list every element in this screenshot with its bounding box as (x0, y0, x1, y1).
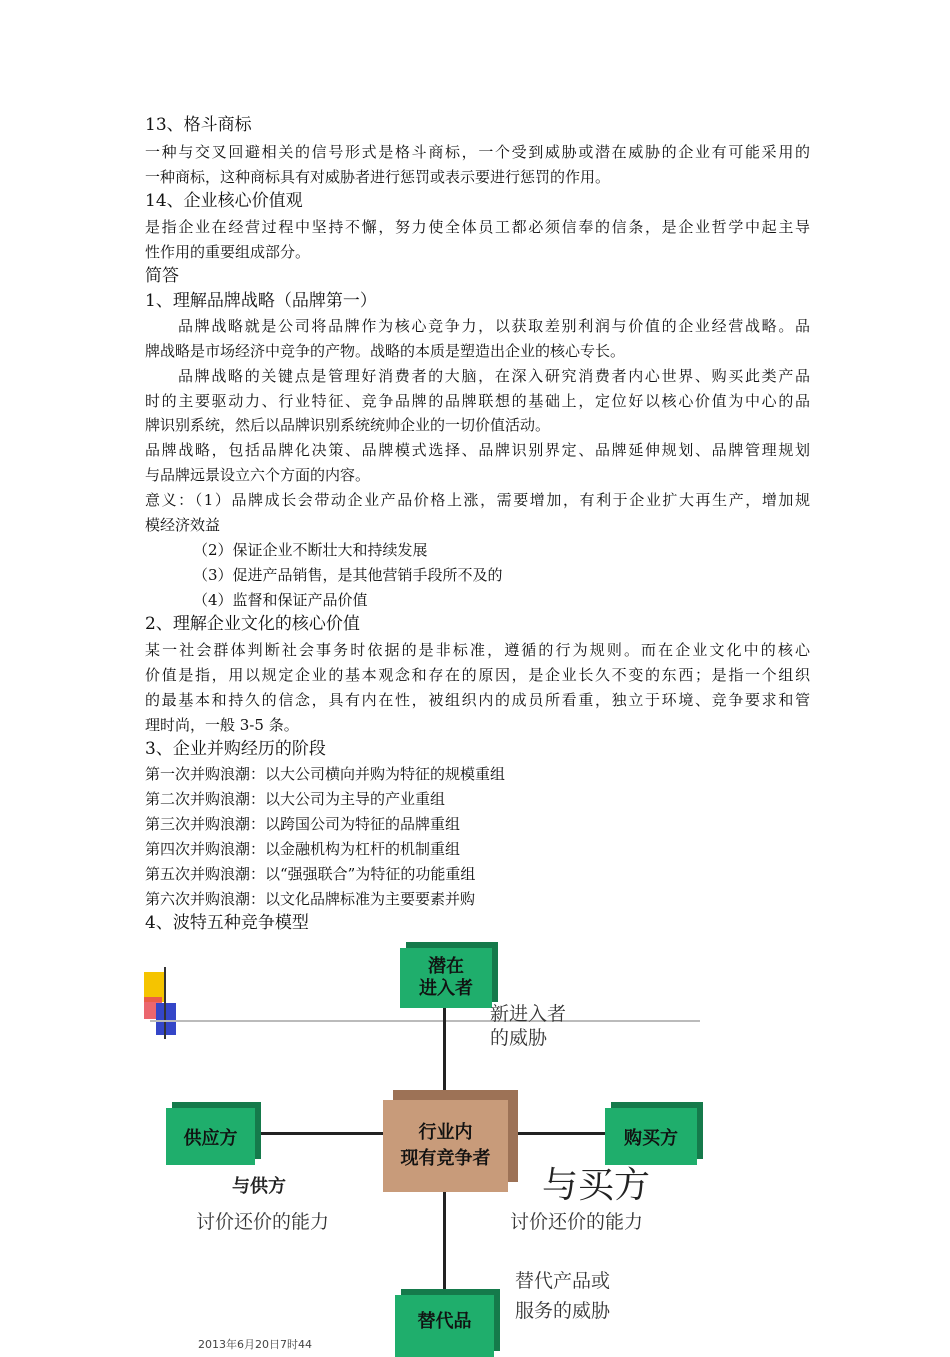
paragraph-line: 某一社会群体判断社会事务时依据的是非标准，遵循的行为规则。而在企业文化中的核心 (145, 641, 810, 659)
label-substitutes-threat: 替代产品或 服务的威胁 (515, 1270, 611, 1322)
box-industry-competitors-label: 行业内 现有竞争者 (383, 1100, 508, 1192)
decor-blue-square (156, 1003, 176, 1035)
paragraph-line: 性作用的重要组成部分。 (145, 243, 311, 261)
box-suppliers (166, 1102, 261, 1165)
paragraph-line: 一种商标，这种商标具有对威胁者进行惩罚或表示要进行惩罚的作用。 (145, 168, 611, 186)
label-new-entrants-threat: 新进入者 的威胁 (490, 1003, 567, 1049)
list-item: 第六次并购浪潮：以文化品牌标准为主要要素并购 (145, 890, 476, 908)
list-item: （3）促进产品销售，是其他营销手段所不及的 (193, 566, 503, 584)
decor-vertical-rule (164, 967, 166, 1039)
paragraph-line: 牌战略是市场经济中竞争的产物。战略的本质是塑造出企业的核心专长。 (145, 342, 626, 360)
paragraph-line: 品牌战略，包括品牌化决策、品牌模式选择、品牌识别界定、品牌延伸规划、品牌管理规划 (145, 441, 810, 459)
section-heading: 13、格斗商标 (145, 115, 252, 135)
paragraph-line: 品牌战略就是公司将品牌作为核心竞争力，以获取差别利润与价值的企业经营战略。品 (178, 317, 810, 335)
box-suppliers-label: 供应方 (166, 1108, 255, 1165)
box-industry-competitors (383, 1090, 518, 1192)
list-item: 第五次并购浪潮：以“强强联合”为特征的功能重组 (145, 865, 476, 883)
box-substitutes (395, 1289, 500, 1344)
list-item: 第四次并购浪潮：以金融机构为杠杆的机制重组 (145, 840, 461, 858)
paragraph-line: 理时尚，一般 3-5 条。 (145, 716, 299, 734)
label-buyer-bargaining: 讨价还价的能力 (510, 1211, 644, 1233)
decor-horizontal-rule (150, 1020, 700, 1022)
section-heading: 14、企业核心价值观 (145, 191, 303, 211)
box-potential-entrants (400, 942, 498, 1008)
list-item: 第二次并购浪潮：以大公司为主导的产业重组 (145, 790, 446, 808)
label-supplier-bargaining: 讨价还价的能力 (196, 1211, 330, 1233)
five-forces-diagram (140, 935, 720, 1351)
paragraph-line: 一种与交叉回避相关的信号形式是格斗商标，一个受到威胁或潜在威胁的企业有可能采用的 (145, 143, 810, 161)
box-buyers-label: 购买方 (605, 1108, 697, 1165)
section-heading: 简答 (145, 266, 179, 286)
paragraph-line: 模经济效益 (145, 516, 221, 534)
box-substitutes-label: 替代品 (395, 1295, 494, 1357)
label-supplier-title: 与供方 (232, 1176, 286, 1197)
paragraph-line: 是指企业在经营过程中坚持不懈，努力使全体员工都必须信奉的信条，是企业哲学中起主导 (145, 218, 810, 236)
list-item: （2）保证企业不断壮大和持续发展 (193, 541, 428, 559)
paragraph-line: 价值是指，用以规定企业的基本观念和存在的原因，是企业长久不变的东西；是指一个组织 (145, 666, 810, 684)
paragraph-line: 的最基本和持久的信念，具有内在性，被组织内的成员所看重，独立于环境、竞争要求和管 (145, 691, 810, 709)
list-item: 第三次并购浪潮：以跨国公司为特征的品牌重组 (145, 815, 461, 833)
box-potential-entrants-label: 潜在 进入者 (400, 948, 492, 1008)
paragraph-line: 牌识别系统，然后以品牌识别系统统帅企业的一切价值活动。 (145, 416, 551, 434)
paragraph-line: 时的主要驱动力、行业特征、竞争品牌的品牌联想的基础上，定位好以核心价值为中心的品 (145, 392, 810, 410)
list-item: 第一次并购浪潮：以大公司横向并购为特征的规模重组 (145, 765, 506, 783)
paragraph-line: 意义：（1）品牌成长会带动企业产品价格上涨，需要增加，有利于企业扩大再生产，增加规 (145, 491, 810, 509)
section-heading: 1、理解品牌战略（品牌第一） (145, 291, 377, 311)
paragraph-line: 与品牌远景设立六个方面的内容。 (145, 466, 371, 484)
box-buyers (605, 1102, 703, 1165)
label-buyer-title: 与买方 (542, 1165, 651, 1206)
paragraph-line: 品牌战略的关键点是管理好消费者的大脑，在深入研究消费者内心世界、购买此类产品 (178, 367, 810, 385)
label-footer-date: 2013年6月20日7时44 (198, 1338, 312, 1351)
section-heading: 4、波特五种竞争模型 (145, 913, 309, 933)
section-heading: 2、理解企业文化的核心价值 (145, 614, 360, 634)
list-item: （4）监督和保证产品价值 (193, 591, 368, 609)
section-heading: 3、企业并购经历的阶段 (145, 739, 326, 759)
